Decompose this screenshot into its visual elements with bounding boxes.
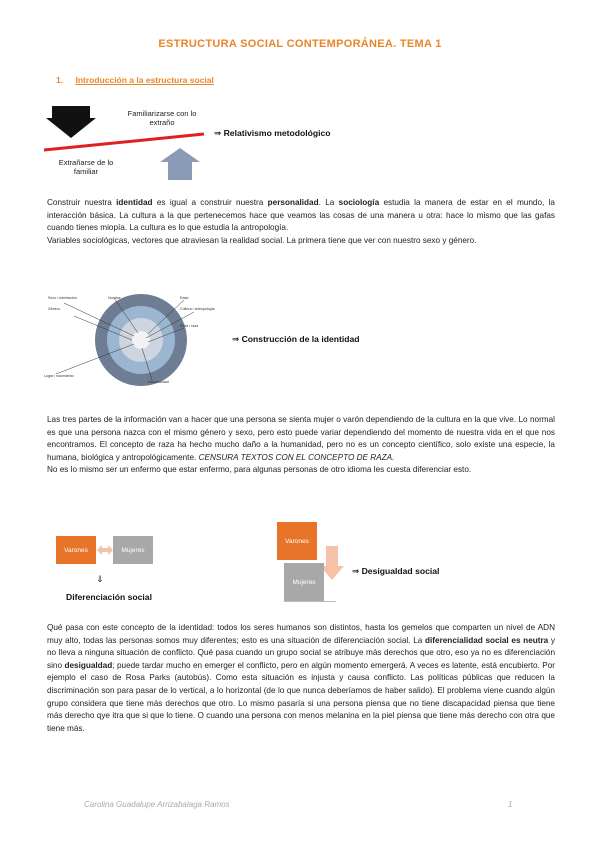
varones-box-vertical: Varones	[277, 522, 317, 560]
down-arrow-symbol: ⇓	[96, 574, 104, 584]
annotation-1: Sexo / orientación	[48, 296, 77, 300]
paragraph-differentiation: Qué pasa con este concepto de la identidad: todos los seres humanos son distintos, hasta los gemelos que comparten un nivel de ADN muy alto, todas las personas somos muy diferentes; esto es una situación de diferenciación social. La diferencialidad social es neutra y no lleva a ninguna situación de conflicto. Qué pasa cuando un grupo social se atribuye más derechos que otro, eso ya no es diferenciación sino desigualdad; puede tardar mucho en emerger el conflicto, pero en algún momento emergerá. A veces es latente, está encubierto. Por ejemplo el caso de Rosa Parks (autobús). Como esta situación es injusta y causa conflicto. Las políticas públicas que reducen la discriminación son para pasar de lo vertical, a lo horizontal (de lo que nunca deberíamos de haber salido). El problema viene cuando algún grupo considera que tiene más derechos que otro. Lo mismo pasaría si una persona piensa que no tiene discapacidad piensa que tiene más derecho qye itra que si que lo tiene. O cuando una persona con menos melanina en la piel piensa que tiene más derecho con otra que tiene más.	[47, 623, 556, 733]
estranged-caption: Extrañarse de lo familiar	[58, 158, 114, 176]
annotation-3: Nombre	[108, 296, 121, 300]
differentiation-label: Diferenciación social	[66, 592, 152, 602]
up-arrow-icon	[160, 148, 200, 180]
footer-author: Carolina Guadalupe Arrizabalaga Ramos	[84, 800, 230, 809]
identity-label: ⇒ Construcción de la identidad	[232, 334, 360, 344]
red-divider-line	[44, 134, 204, 150]
paragraph-gender: Las tres partes de la información van a hacer que una persona se sienta mujer o varón dependiendo de la cultura en la que vive. Lo normal es que una persona nazca con el mismo género y sexo, pero esto puede variar dependiendo del momento de nuestra vida en el que nos encontramos. El concepto de raza ha hecho mucho daño a la humanidad, pero no es un concepto científico, solo existe una especie, la humana, biológica y antropológicamente. CENSURA TEXTOS CON EL CONCEPTO DE RAZA. No es lo mismo ser un enfermo que estar enfermo, para algunas personas de otro idioma les cuesta diferenciar esto.	[47, 415, 555, 475]
section-number: 1.	[56, 75, 64, 85]
baseline-divider	[284, 601, 336, 602]
varones-box-horizontal: Varones	[56, 536, 96, 564]
relativism-label: ⇒ Relativismo metodológico	[214, 128, 331, 138]
annotation-8: Nacionalidad	[148, 380, 169, 384]
center-dot	[132, 331, 150, 349]
page-number: 1	[508, 800, 513, 809]
mujeres-box-vertical: Mujeres	[284, 563, 324, 601]
down-arrow-icon	[46, 106, 96, 138]
paragraph-identity: Construir nuestra identidad es igual a construir nuestra personalidad. La sociología estudia la manera de estar en el mundo, la interacción básica. La cultura a la que pertenecemos hace que veamos las cosas de una manera u otra: hace lo mismo que las gafas cuando tienes miopía. La cultura es lo que estudia la antropología. Variables sociológicas, vectores que atraviesan la realidad social. La primera tiene que ver con nuestro sexo y género.	[47, 198, 555, 245]
section-title: Introducción a la estructura social	[75, 75, 214, 85]
annotation-2: Género	[48, 307, 60, 311]
document-title: ESTRUCTURA SOCIAL CONTEMPORÁNEA. TEMA 1	[158, 38, 442, 50]
annotation-6: Etnia / raza	[180, 324, 199, 328]
section-heading	[56, 75, 214, 85]
double-arrow-icon	[97, 544, 113, 556]
familiarize-caption: Familiarizarse con lo extraño	[127, 109, 197, 127]
mujeres-box-horizontal: Mujeres	[113, 536, 153, 564]
annotation-7: Lugar / nacimiento	[44, 374, 74, 378]
inequality-label: ⇒ Desigualdad social	[352, 566, 440, 576]
annotation-5: Cultura / antropología	[180, 307, 215, 311]
annotation-4: Edad	[180, 296, 189, 300]
